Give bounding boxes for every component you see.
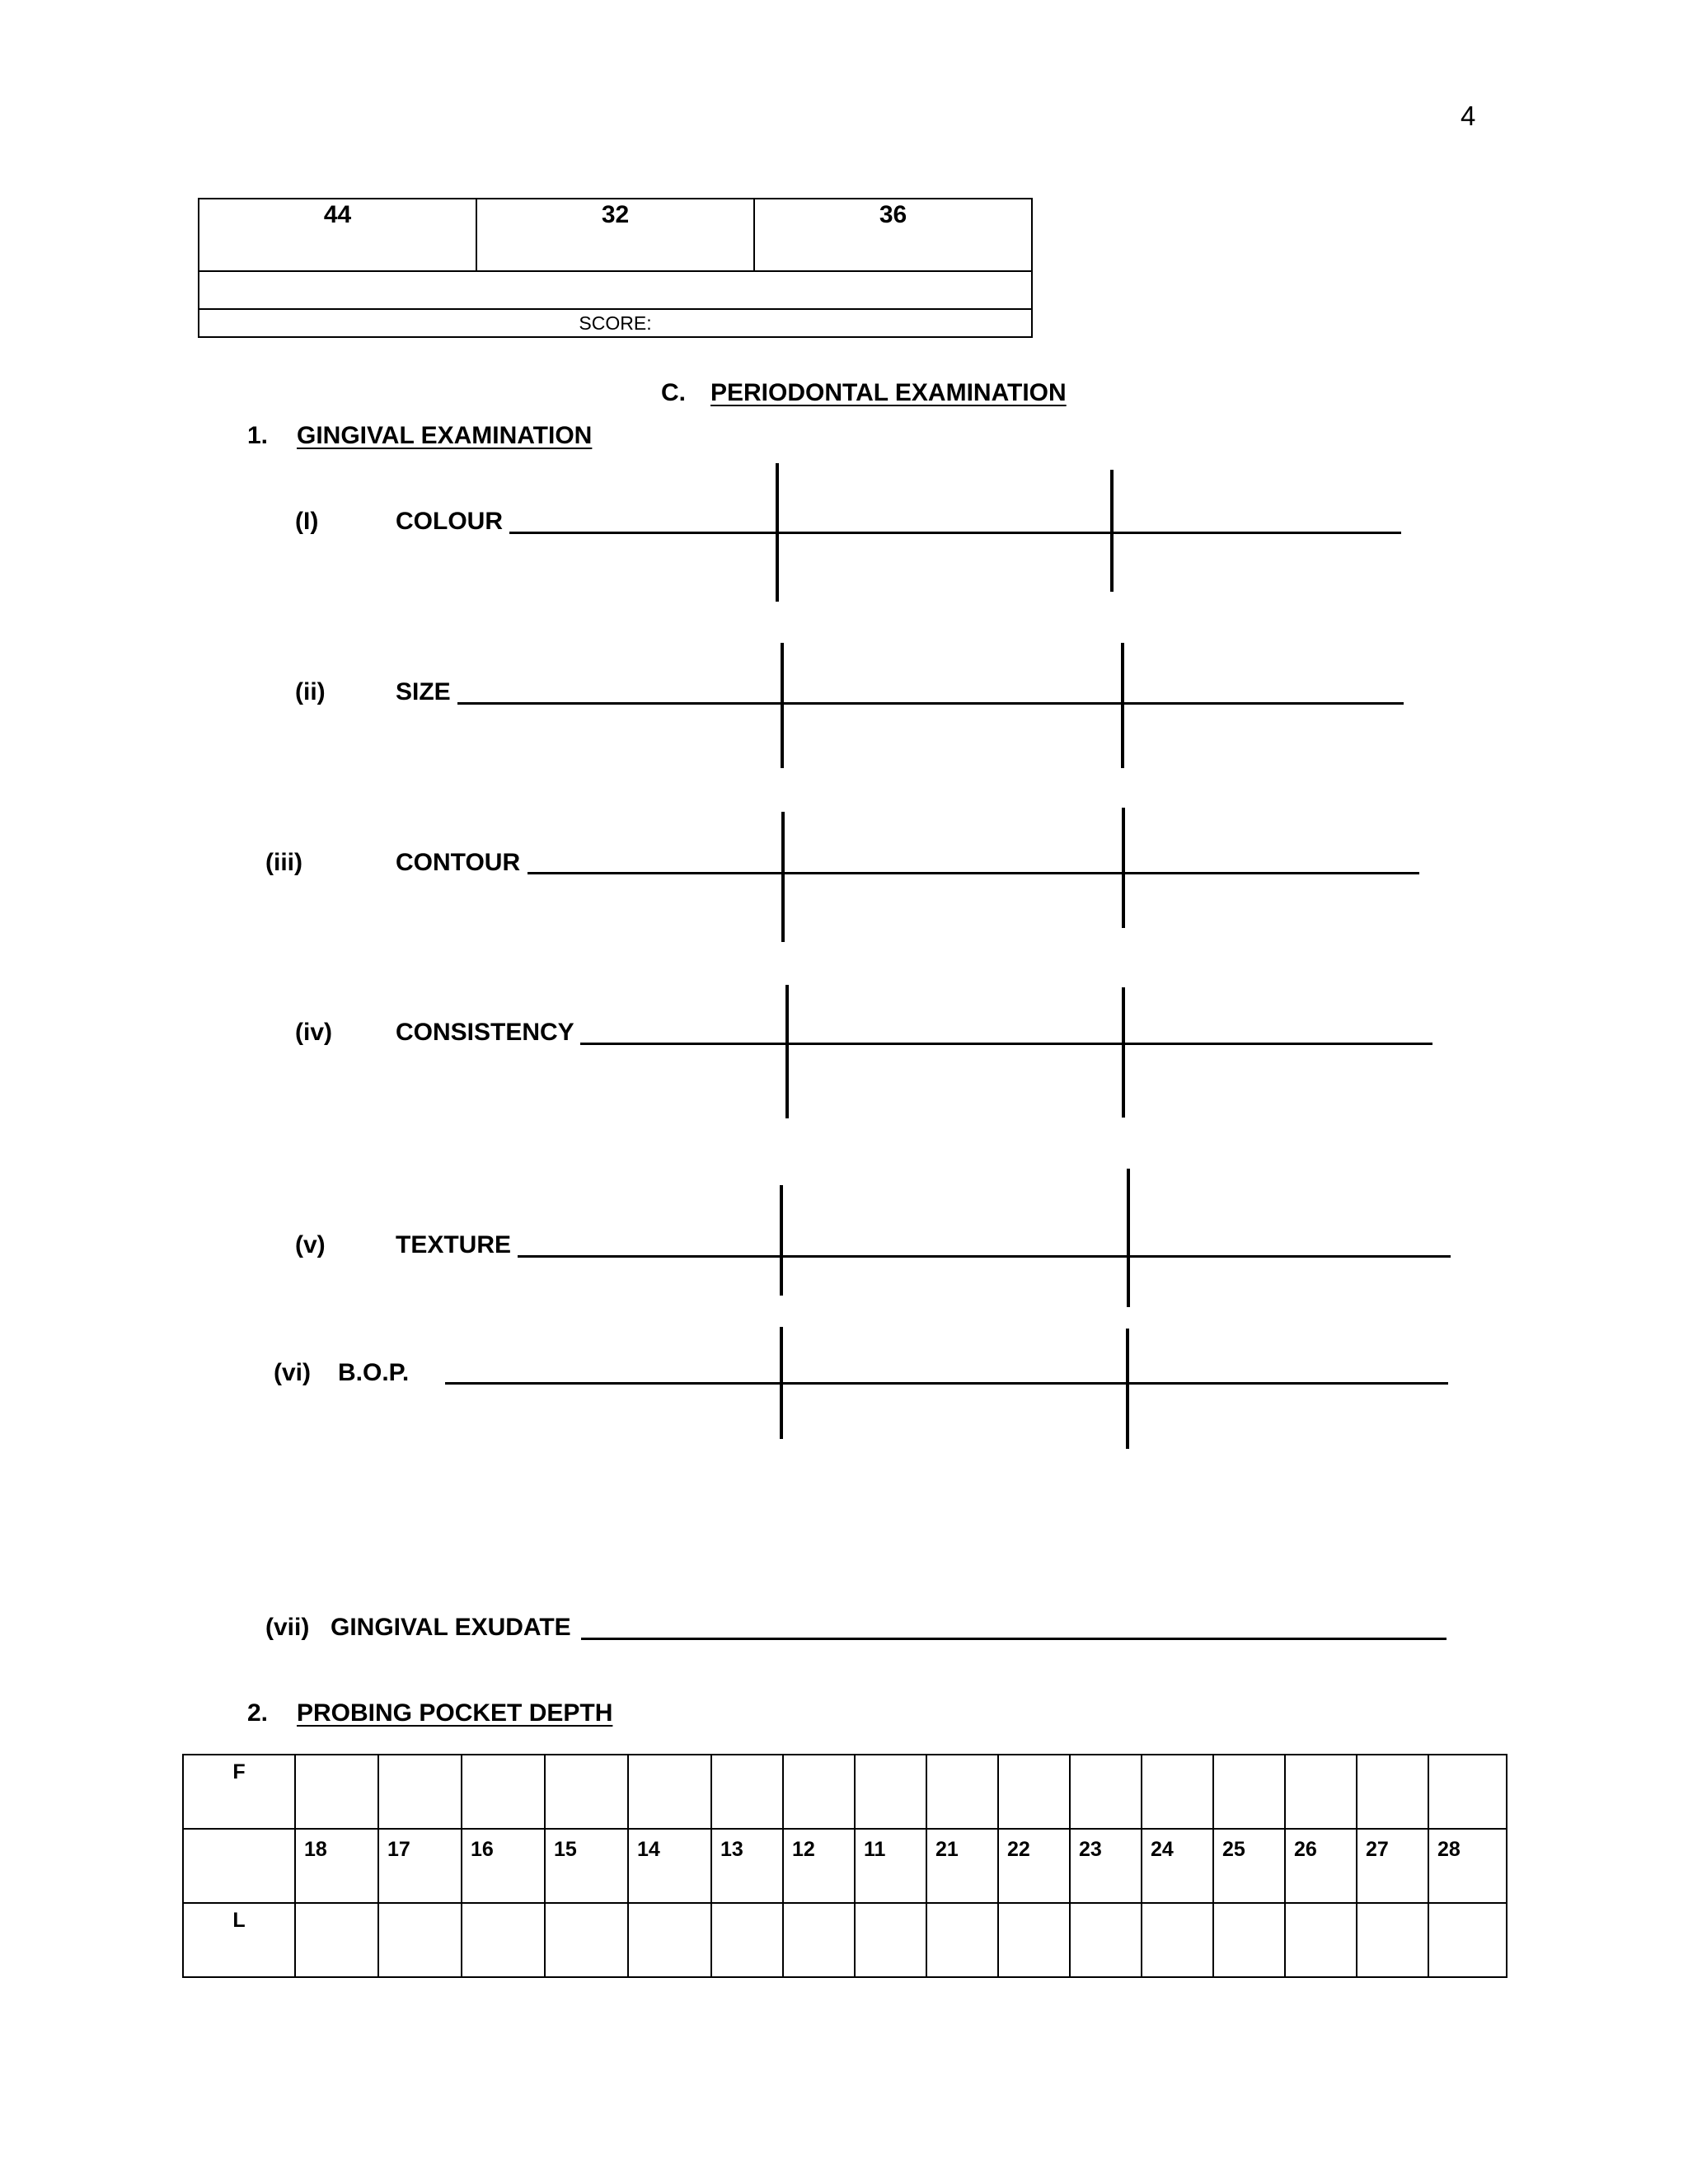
row-label-facial: F	[183, 1755, 295, 1829]
probing-number: 2.	[247, 1699, 269, 1727]
score-label[interactable]: SCORE:	[199, 309, 1032, 337]
bop-number: (vi)	[274, 1359, 311, 1386]
tooth-number: 28	[1428, 1829, 1507, 1903]
facial-cell[interactable]	[1357, 1755, 1428, 1829]
consistency-number: (iv)	[295, 1019, 332, 1046]
lingual-cell[interactable]	[1357, 1903, 1428, 1977]
facial-cell[interactable]	[855, 1755, 926, 1829]
probing-row-facial	[183, 1755, 1507, 1829]
lingual-cell[interactable]	[1142, 1903, 1213, 1977]
texture-number: (v)	[295, 1231, 326, 1258]
contour-number: (iii)	[265, 849, 302, 876]
tooth-number: 11	[855, 1829, 926, 1903]
page-number: 4	[1461, 101, 1476, 131]
colour-divider-2	[1110, 470, 1114, 592]
contour-answer-line[interactable]	[528, 872, 1419, 874]
probing-depth-table	[182, 1754, 1507, 1978]
texture-label: TEXTURE	[396, 1231, 512, 1258]
lingual-cell[interactable]	[1285, 1903, 1357, 1977]
facial-cell[interactable]	[711, 1755, 783, 1829]
lingual-cell[interactable]	[926, 1903, 998, 1977]
facial-cell[interactable]	[1285, 1755, 1357, 1829]
lingual-cell[interactable]	[1428, 1903, 1507, 1977]
score-table	[198, 198, 1033, 338]
tooth-number: 16	[462, 1829, 545, 1903]
row-label-blank	[183, 1829, 295, 1903]
lingual-cell[interactable]	[855, 1903, 926, 1977]
probing-row-teeth	[183, 1829, 1507, 1903]
score-cell-tooth-3[interactable]: 36	[754, 199, 1032, 271]
tooth-number: 23	[1070, 1829, 1142, 1903]
facial-cell[interactable]	[628, 1755, 711, 1829]
lingual-cell[interactable]	[462, 1903, 545, 1977]
tooth-number: 13	[711, 1829, 783, 1903]
exudate-label: GINGIVAL EXUDATE	[331, 1614, 571, 1641]
probing-row-lingual	[183, 1903, 1507, 1977]
lingual-cell[interactable]	[1213, 1903, 1285, 1977]
texture-answer-line[interactable]	[518, 1255, 1451, 1258]
lingual-cell[interactable]	[783, 1903, 855, 1977]
lingual-cell[interactable]	[378, 1903, 462, 1977]
section-title: PERIODONTAL EXAMINATION	[710, 379, 1067, 406]
lingual-cell[interactable]	[711, 1903, 783, 1977]
contour-divider-2	[1122, 808, 1125, 928]
facial-cell[interactable]	[998, 1755, 1070, 1829]
lingual-cell[interactable]	[998, 1903, 1070, 1977]
facial-cell[interactable]	[926, 1755, 998, 1829]
facial-cell[interactable]	[1142, 1755, 1213, 1829]
consistency-label: CONSISTENCY	[396, 1019, 574, 1046]
gingival-number: 1.	[247, 422, 269, 449]
lingual-cell[interactable]	[295, 1903, 378, 1977]
tooth-number: 22	[998, 1829, 1070, 1903]
tooth-number: 26	[1285, 1829, 1357, 1903]
facial-cell[interactable]	[1428, 1755, 1507, 1829]
row-label-lingual: L	[183, 1903, 295, 1977]
colour-label: COLOUR	[396, 508, 503, 535]
tooth-number: 24	[1142, 1829, 1213, 1903]
lingual-cell[interactable]	[1070, 1903, 1142, 1977]
texture-divider-2	[1127, 1169, 1130, 1307]
exudate-number: (vii)	[265, 1614, 310, 1641]
lingual-cell[interactable]	[628, 1903, 711, 1977]
facial-cell[interactable]	[462, 1755, 545, 1829]
bop-label: B.O.P.	[338, 1359, 410, 1386]
consistency-divider-1	[785, 985, 789, 1118]
facial-cell[interactable]	[545, 1755, 628, 1829]
facial-cell[interactable]	[295, 1755, 378, 1829]
size-number: (ii)	[295, 678, 326, 705]
tooth-number: 17	[378, 1829, 462, 1903]
colour-number: (I)	[295, 508, 319, 535]
lingual-cell[interactable]	[545, 1903, 628, 1977]
facial-cell[interactable]	[1213, 1755, 1285, 1829]
size-answer-line[interactable]	[457, 702, 1404, 705]
tooth-number: 14	[628, 1829, 711, 1903]
exudate-answer-line[interactable]	[581, 1638, 1447, 1640]
tooth-number: 25	[1213, 1829, 1285, 1903]
bop-answer-line[interactable]	[445, 1382, 1448, 1385]
colour-divider-1	[776, 463, 779, 602]
colour-answer-line[interactable]	[509, 532, 1401, 534]
tooth-number: 15	[545, 1829, 628, 1903]
score-blank-row[interactable]	[199, 271, 1032, 309]
gingival-title: GINGIVAL EXAMINATION	[297, 422, 593, 449]
facial-cell[interactable]	[1070, 1755, 1142, 1829]
facial-cell[interactable]	[783, 1755, 855, 1829]
contour-divider-1	[781, 812, 785, 942]
tooth-number: 18	[295, 1829, 378, 1903]
contour-label: CONTOUR	[396, 849, 521, 876]
facial-cell[interactable]	[378, 1755, 462, 1829]
texture-divider-1	[780, 1185, 783, 1296]
consistency-divider-2	[1122, 987, 1125, 1118]
score-cell-tooth-2[interactable]: 32	[476, 199, 754, 271]
tooth-number: 21	[926, 1829, 998, 1903]
probing-title: PROBING POCKET DEPTH	[297, 1699, 613, 1727]
tooth-number: 12	[783, 1829, 855, 1903]
size-divider-2	[1121, 643, 1124, 768]
consistency-answer-line[interactable]	[580, 1043, 1432, 1045]
section-letter: C.	[661, 379, 686, 406]
tooth-number: 27	[1357, 1829, 1428, 1903]
size-label: SIZE	[396, 678, 451, 705]
bop-divider-1	[780, 1327, 783, 1439]
bop-divider-2	[1126, 1329, 1129, 1449]
score-cell-tooth-1[interactable]: 44	[199, 199, 476, 271]
size-divider-1	[781, 643, 784, 768]
